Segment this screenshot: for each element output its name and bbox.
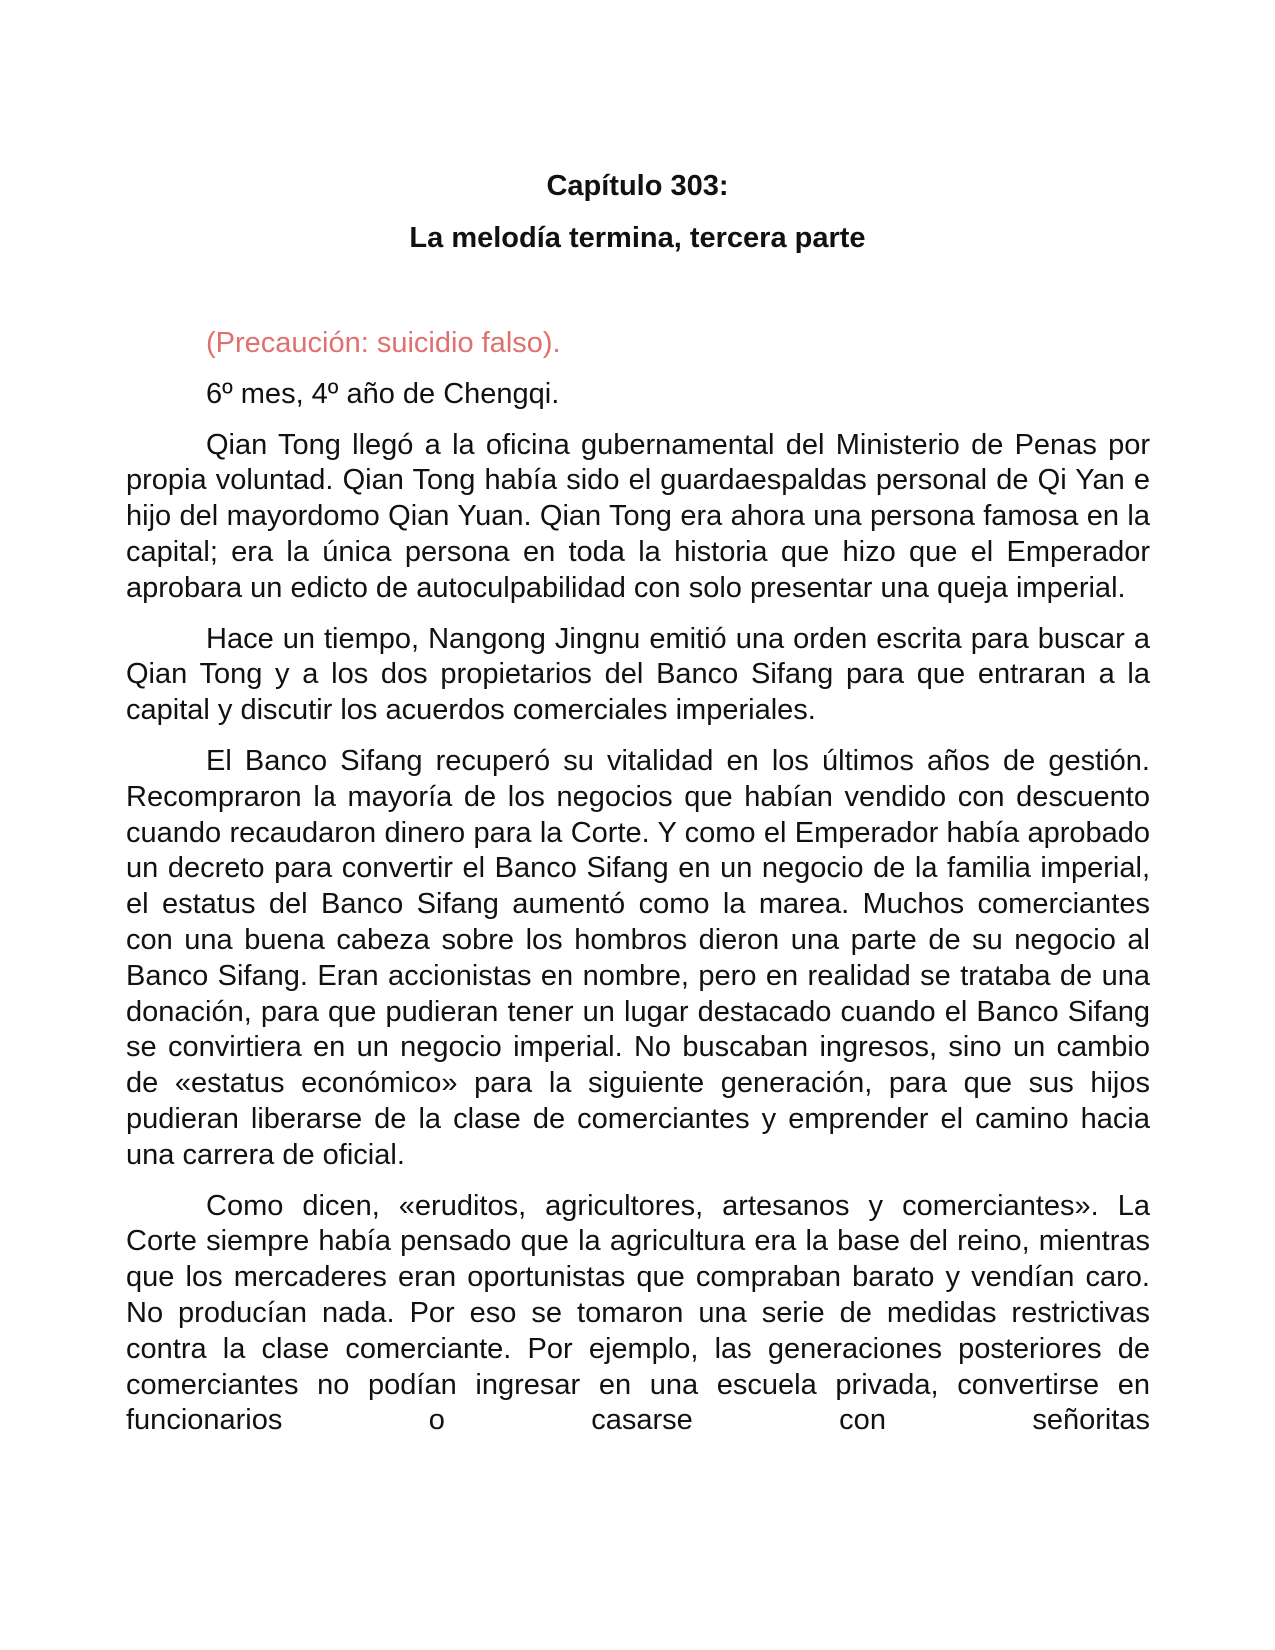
paragraph: Como dicen, «eruditos, agricultores, artesanos y comerciantes». La Corte siempre había pensado que la agricultura era la base del reino, mientras que los mercaderes eran oportunistas que compraban barato y vendían caro. No producían nada. Por eso se tomaron una serie de medidas restrictivas contra la clase comerciante. Por ejemplo, las generaciones posteriores de comerciantes no podían ingresar en una escuela privada, convertirse en funcionarios o casarse con señoritas (126, 1189, 1150, 1437)
content-warning: (Precaución: suicidio falso). (206, 327, 561, 359)
date-line: 6º mes, 4º año de Chengqi. (206, 377, 560, 410)
chapter-heading (0, 160, 1275, 264)
chapter-number: Capítulo 303: (546, 170, 729, 202)
chapter-body (126, 326, 1150, 1454)
paragraph: Hace un tiempo, Nangong Jingnu emitió una orden escrita para buscar a Qian Tong y a los dos propietarios del Banco Sifang para que entraran a la capital y discutir los acuerdos comerciales imperiales. (126, 622, 1150, 727)
paragraph: Qian Tong llegó a la oficina gubernamental del Ministerio de Penas por propia voluntad. Qian Tong había sido el guardaespaldas personal de Qi Yan e hijo del mayordomo Qian Yuan. Qian Tong era ahora una persona famosa en la capital; era la única persona en toda la historia que hizo que el Emperador aprobara un edicto de autoculpabilidad con solo presentar una queja imperial. (126, 428, 1150, 604)
paragraph: El Banco Sifang recuperó su vitalidad en los últimos años de gestión. Recompraron la mayoría de los negocios que habían vendido con descuento cuando recaudaron dinero para la Corte. Y como el Emperador había aprobado un decreto para convertir el Banco Sifang en un negocio de la familia imperial, el estatus del Banco Sifang aumentó como la marea. Muchos comerciantes con una buena cabeza sobre los hombros dieron una parte de su negocio al Banco Sifang. Eran accionistas en nombre, pero en realidad se trataba de una donación, para que pudieran tener un lugar destacado cuando el Banco Sifang se convirtiera en un negocio imperial. No buscaban ingresos, sino un cambio de «estatus económico» para la siguiente generación, para que sus hijos pudieran liberarse de la clase de comerciantes y emprender el camino hacia una carrera de oficial. (126, 744, 1150, 1171)
chapter-subtitle: La melodía termina, tercera parte (409, 222, 866, 254)
